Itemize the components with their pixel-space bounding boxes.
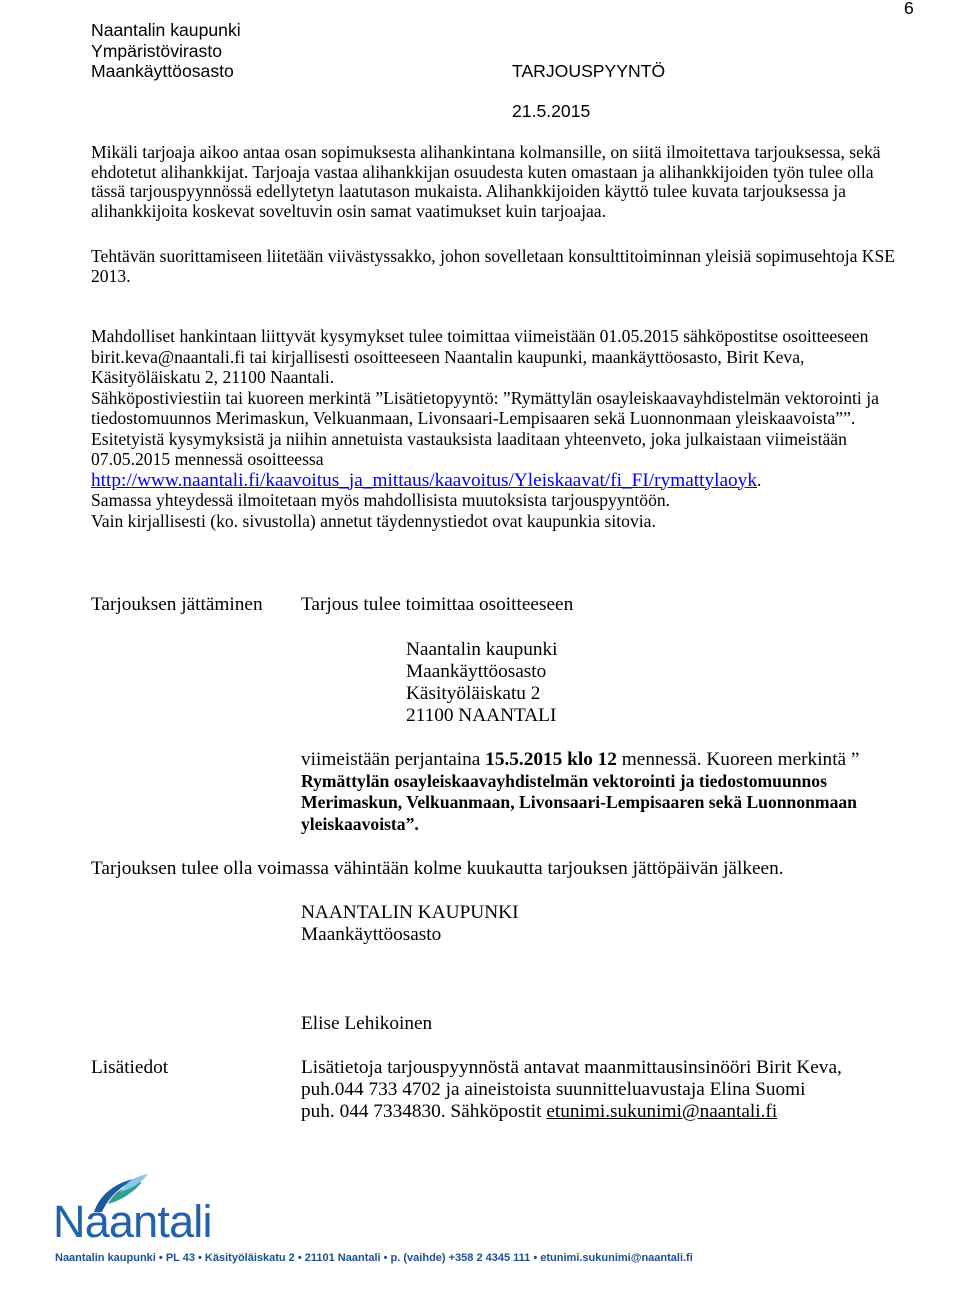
paragraph-line: birit.keva@naantali.fi tai kirjallisesti osoitteeseen Naantalin kaupunki, maankäyttöosasto, Birit Keva,	[91, 346, 805, 367]
naantali-logo-wordmark: Naantali	[53, 1196, 212, 1247]
paragraph-line: ehdotetut alihankkijat. Tarjoaja vastaa alihankkijan osuudesta kuten omastaan ja alihankkijoiden työn tulee olla	[91, 161, 874, 182]
paragraph-line: 2013.	[91, 266, 131, 286]
deadline-datetime: 15.5.2015 klo 12	[485, 749, 617, 770]
header-city: Naantalin kaupunki	[91, 20, 241, 40]
link-line	[91, 470, 879, 491]
additional-info-text	[301, 1057, 842, 1123]
paragraph-line: Samassa yhteydessä ilmoitetaan myös mahdollisista muutoksista tarjouspyyntöön.	[91, 490, 671, 510]
paragraph-line: tässä tarjouspyynnössä edellytetyn laatutason mukaista. Alihankkijoiden käyttö tulee kuvata tarjouksessa ja	[91, 181, 846, 202]
info-line-prefix: puh. 044 7334830. Sähköpostit	[301, 1101, 547, 1122]
paragraph-line: Esitetyistä kysymyksistä ja niihin annetuista vastauksista laaditaan yhteenveto, joka julkaistaan viimeistään	[91, 428, 847, 449]
email-pattern-link[interactable]: etunimi.sukunimi@naantali.fi	[546, 1101, 778, 1122]
address-line: 21100 NAANTALI	[406, 705, 557, 726]
deadline-suffix: mennessä. Kuoreen merkintä ”	[616, 749, 860, 770]
submission-deadline	[301, 749, 860, 836]
signature-block	[301, 902, 519, 946]
signer-name: Elise Lehikoinen	[301, 1013, 433, 1034]
header-office: Ympäristövirasto	[91, 40, 223, 61]
address-line: Naantalin kaupunki	[406, 639, 558, 660]
address-line: Maankäyttöosasto	[406, 661, 547, 682]
deadline-line	[301, 749, 860, 771]
validity-statement: Tarjouksen tulee olla voimassa vähintään kolme kuukautta tarjouksen jättöpäivän jälkeen.	[91, 858, 784, 879]
paragraph-line: Käsityöläiskatu 2, 21100 Naantali.	[91, 367, 335, 387]
address-line: Käsityöläiskatu 2	[406, 683, 541, 704]
footer-contact-line: Naantalin kaupunki • PL 43 • Käsityöläiskatu 2 • 21101 Naantali • p. (vaihde) +358 2 4345 111 • etunimi.sukunimi@naantali.fi	[55, 1252, 693, 1264]
submission-label: Tarjouksen jättäminen	[91, 594, 263, 615]
paragraph-line: Mikäli tarjoaja aikoo antaa osan sopimuksesta alihankintana kolmansille, on siitä ilmoitettava tarjouksessa, sekä	[91, 142, 881, 162]
envelope-marking-line: Rymättylän osayleiskaavayhdistelmän vektorointi ja tiedostomuunnos	[301, 770, 827, 791]
info-line	[301, 1101, 842, 1123]
header-department: Maankäyttöosasto	[91, 61, 234, 81]
paragraph-line: Vain kirjallisesti (ko. sivustolla) annetut täydennystiedot ovat kaupunkia sitovia.	[91, 510, 656, 531]
paragraph-line: 07.05.2015 mennessä osoitteessa	[91, 449, 324, 469]
signature-department: Maankäyttöosasto	[301, 924, 442, 945]
paragraph-line: Mahdolliset hankintaan liittyvät kysymykset tulee toimittaa viimeistään 01.05.2015 sähköpostitse osoitteeseen	[91, 326, 869, 346]
info-line: Lisätietoja tarjouspyynnöstä antavat maanmittausinsinööri Birit Keva,	[301, 1057, 842, 1078]
document-type: TARJOUSPYYNTÖ	[512, 61, 666, 81]
header-organization-block	[91, 20, 241, 82]
plan-page-link[interactable]: http://www.naantali.fi/kaavoitus_ja_mittaus/kaavoitus/Yleiskaavat/fi_FI/rymattylaoyk	[91, 469, 757, 491]
signature-organization: NAANTALIN KAUPUNKI	[301, 902, 519, 923]
submission-address	[406, 639, 558, 727]
page-number: 6	[904, 0, 914, 18]
paragraph-line: Tehtävän suorittamiseen liitetään viivästyssakko, johon sovelletaan konsulttitoiminnan yleisiä sopimusehtoja KSE	[91, 246, 896, 266]
info-line: puh.044 733 4702 ja aineistoista suunnitteluavustaja Elina Suomi	[301, 1079, 806, 1100]
additional-info-label: Lisätiedot	[91, 1057, 169, 1078]
paragraph-line: alihankkijoita koskevat soveltuvin osin samat vaatimukset kuin tarjoajaa.	[91, 201, 606, 222]
link-suffix: .	[756, 469, 762, 490]
penalty-paragraph	[91, 246, 895, 286]
paragraph-line: Sähköpostiviestiin tai kuoreen merkintä ”Lisätietopyyntö: ”Rymättylän osayleiskaavayhdistelmän vektorointi ja	[91, 387, 879, 408]
deadline-prefix: viimeistään perjantaina	[301, 749, 486, 770]
paragraph-line: tiedostomuunnos Merimaskun, Velkuanmaan, Livonsaari-Lempisaaren sekä Luonnonmaan yleiskaavoista””.	[91, 408, 856, 428]
document-date: 21.5.2015	[512, 101, 591, 121]
envelope-marking-line: yleiskaavoista”.	[301, 814, 419, 835]
envelope-marking-line: Merimaskun, Velkuanmaan, Livonsaari-Lempisaaren sekä Luonnonmaan	[301, 792, 857, 813]
subcontracting-paragraph	[91, 143, 881, 222]
questions-paragraph	[91, 326, 879, 531]
submission-intro: Tarjous tulee toimittaa osoitteeseen	[301, 594, 574, 615]
